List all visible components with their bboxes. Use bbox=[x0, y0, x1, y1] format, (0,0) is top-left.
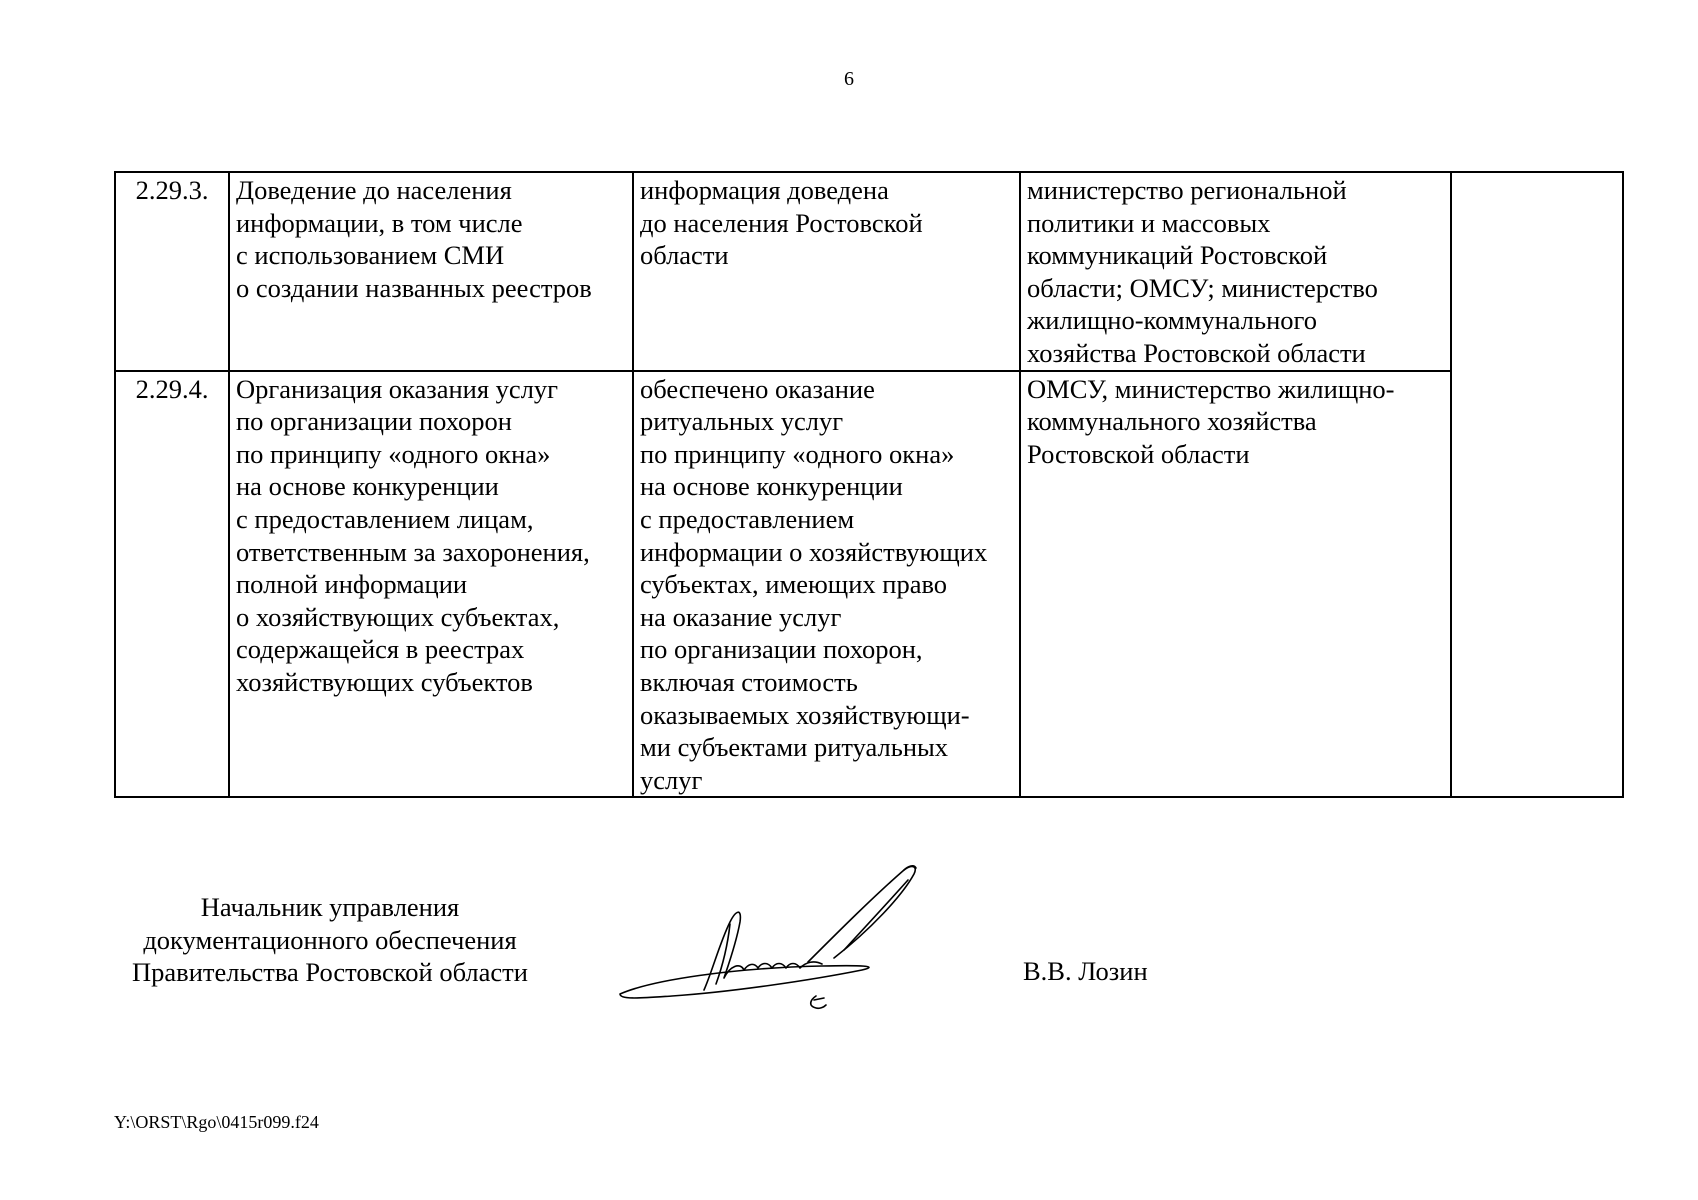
signer-name: В.В. Лозин bbox=[1023, 956, 1148, 986]
signer-position-line: документационного обеспечения bbox=[143, 924, 517, 955]
plan-table bbox=[114, 171, 1624, 798]
result-cell: информация доведена до населения Ростовской области bbox=[633, 172, 1020, 371]
executor-cell: министерство региональной политики и массовых коммуникаций Ростовской области; ОМСУ; министерство жилищно-коммунального хозяйства Ростовской области bbox=[1020, 172, 1451, 371]
action-cell: Организация оказания услуг по организации похорон по принципу «одного окна» на основе конкуренции с предоставлением лицам, ответственным за захоронения, полной информации о хозяйствующих субъектах, содержащейся в реестрах хозяйствующих субъектов bbox=[229, 371, 633, 798]
signer-position-line: Начальник управления bbox=[200, 892, 460, 922]
executor-cell: ОМСУ, министерство жилищно- коммунального хозяйства Ростовской области bbox=[1020, 371, 1451, 798]
row-number: 2.29.4. bbox=[115, 371, 229, 798]
table-row bbox=[115, 172, 1623, 371]
page-number: 6 bbox=[844, 68, 854, 90]
action-cell: Доведение до населения информации, в том числе с использованием СМИ о создании названных реестров bbox=[229, 172, 633, 371]
empty-cell bbox=[1451, 172, 1623, 797]
signer-position bbox=[114, 891, 546, 989]
signer-position-line: Правительства Ростовской области bbox=[132, 957, 528, 988]
result-cell: обеспечено оказание ритуальных услуг по принципу «одного окна» на основе конкуренции с предоставлением информации о хозяйствующих субъектах, имеющих право на оказание услуг по организации похорон, включая стоимость оказываемых хозяйствующи- ми субъектами ритуальных услуг bbox=[633, 371, 1020, 798]
handwritten-signature bbox=[612, 862, 952, 1012]
row-number: 2.29.3. bbox=[115, 172, 229, 371]
table-row bbox=[115, 371, 1623, 798]
file-path: Y:\ORST\Rgo\0415r099.f24 bbox=[114, 1112, 319, 1132]
